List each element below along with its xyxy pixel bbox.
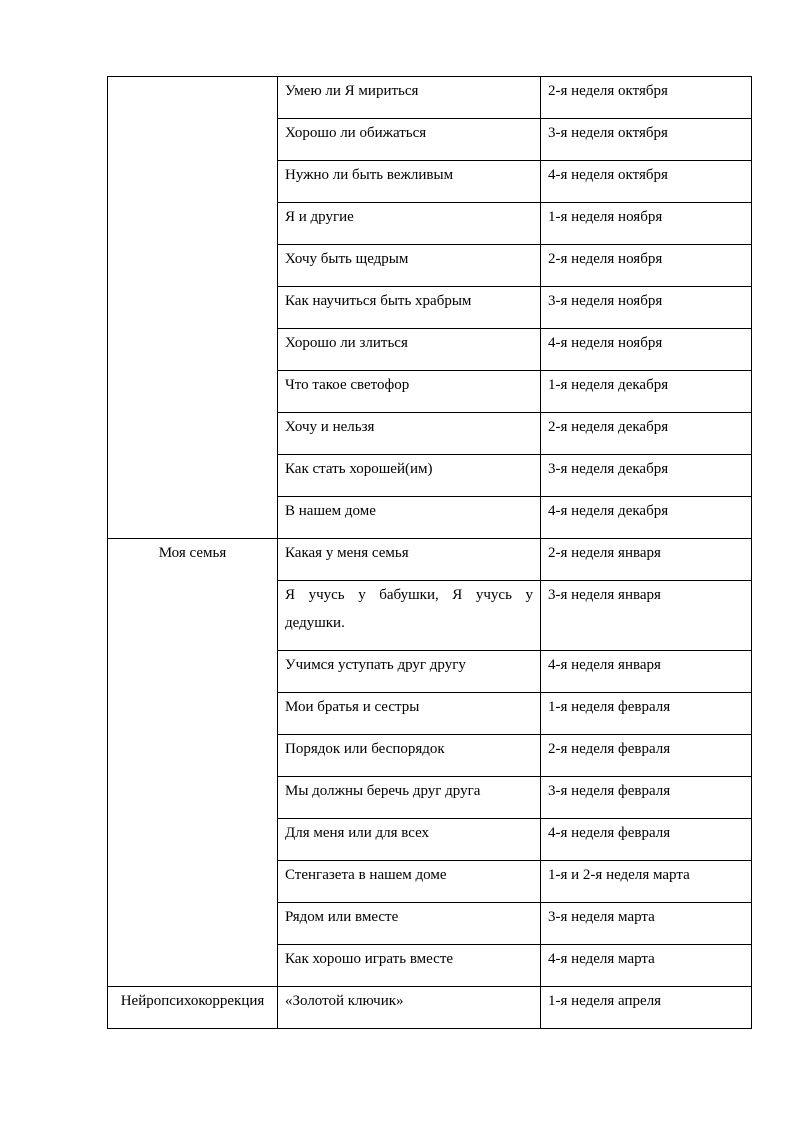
date-cell: 1-я неделя ноября xyxy=(541,203,752,245)
table-row xyxy=(108,539,752,581)
topic-cell: В нашем доме xyxy=(278,497,541,539)
date-cell: 1-я и 2-я неделя марта xyxy=(541,861,752,903)
table-row xyxy=(108,77,752,119)
topic-cell: Умею ли Я мириться xyxy=(278,77,541,119)
section-cell xyxy=(108,77,278,539)
topic-cell: Мои братья и сестры xyxy=(278,693,541,735)
topic-cell: Мы должны беречь друг друга xyxy=(278,777,541,819)
date-cell: 4-я неделя января xyxy=(541,651,752,693)
date-cell: 3-я неделя декабря xyxy=(541,455,752,497)
date-cell: 3-я неделя января xyxy=(541,581,752,651)
date-cell: 3-я неделя ноября xyxy=(541,287,752,329)
date-cell: 3-я неделя октября xyxy=(541,119,752,161)
topic-cell: Как стать хорошей(им) xyxy=(278,455,541,497)
topic-cell: Как хорошо играть вместе xyxy=(278,945,541,987)
date-cell: 4-я неделя марта xyxy=(541,945,752,987)
date-cell: 4-я неделя ноября xyxy=(541,329,752,371)
topic-cell: «Золотой ключик» xyxy=(278,987,541,1029)
topic-cell: Я учусь у бабушки, Я учусь у дедушки. xyxy=(278,581,541,651)
date-cell: 2-я неделя декабря xyxy=(541,413,752,455)
date-cell: 4-я неделя октября xyxy=(541,161,752,203)
topic-cell: Какая у меня семья xyxy=(278,539,541,581)
date-cell: 4-я неделя февраля xyxy=(541,819,752,861)
date-cell: 2-я неделя октября xyxy=(541,77,752,119)
topic-cell: Хорошо ли злиться xyxy=(278,329,541,371)
date-cell: 3-я неделя февраля xyxy=(541,777,752,819)
topic-cell: Порядок или беспорядок xyxy=(278,735,541,777)
section-cell: Моя семья xyxy=(108,539,278,987)
date-cell: 1-я неделя декабря xyxy=(541,371,752,413)
topic-cell: Для меня или для всех xyxy=(278,819,541,861)
topic-cell: Хочу и нельзя xyxy=(278,413,541,455)
table-row xyxy=(108,987,752,1029)
date-cell: 4-я неделя декабря xyxy=(541,497,752,539)
topic-cell: Рядом или вместе xyxy=(278,903,541,945)
topic-cell: Что такое светофор xyxy=(278,371,541,413)
topic-cell: Учимся уступать друг другу xyxy=(278,651,541,693)
topic-cell: Хорошо ли обижаться xyxy=(278,119,541,161)
date-cell: 1-я неделя апреля xyxy=(541,987,752,1029)
topic-cell: Как научиться быть храбрым xyxy=(278,287,541,329)
topic-cell: Хочу быть щедрым xyxy=(278,245,541,287)
topic-cell: Нужно ли быть вежливым xyxy=(278,161,541,203)
date-cell: 2-я неделя января xyxy=(541,539,752,581)
date-cell: 3-я неделя марта xyxy=(541,903,752,945)
date-cell: 1-я неделя февраля xyxy=(541,693,752,735)
topic-cell: Я и другие xyxy=(278,203,541,245)
schedule-table xyxy=(107,76,752,1029)
date-cell: 2-я неделя ноября xyxy=(541,245,752,287)
topic-cell: Стенгазета в нашем доме xyxy=(278,861,541,903)
section-cell: Нейропсихокоррекция xyxy=(108,987,278,1029)
date-cell: 2-я неделя февраля xyxy=(541,735,752,777)
